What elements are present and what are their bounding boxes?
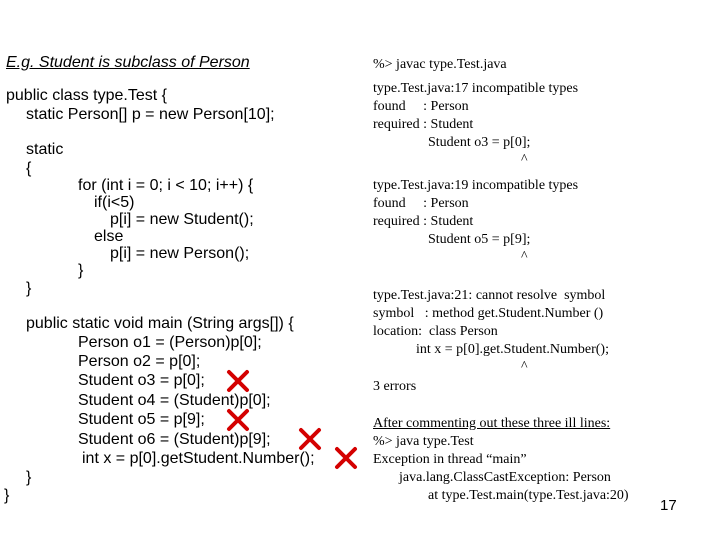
code-line-o5: Student o5 = p[9];	[78, 411, 205, 428]
code-line-o6: Student o6 = (Student)p[9];	[78, 431, 271, 448]
code-line-new-person: p[i] = new Person();	[110, 245, 250, 262]
runtime-note: After commenting out these three ill lines:	[373, 416, 611, 431]
code-line-main-close-brace: }	[26, 469, 32, 486]
error-2-caret: ^	[521, 249, 528, 264]
exception-line-1: Exception in thread “main”	[373, 452, 527, 467]
error-1-header: type.Test.java:17 incompatible types	[373, 81, 579, 96]
exception-line-3: at type.Test.main(type.Test.java:20)	[428, 488, 629, 503]
java-command: %> java type.Test	[373, 434, 474, 449]
error-2-source: Student o5 = p[9];	[428, 232, 531, 247]
code-line-class-close-brace: }	[4, 487, 10, 504]
error-2-required: required : Student	[373, 214, 474, 229]
error-2-header: type.Test.java:19 incompatible types	[373, 178, 579, 193]
error-x-icon	[298, 427, 322, 451]
code-line-class-decl: public class type.Test {	[6, 87, 167, 104]
error-2-found: found : Person	[373, 196, 469, 211]
code-line-else: else	[94, 228, 124, 245]
error-x-icon	[226, 369, 250, 393]
javac-command: %> javac type.Test.java	[373, 57, 507, 72]
code-line-for-loop: for (int i = 0; i < 10; i++) {	[78, 177, 254, 194]
error-1-caret: ^	[521, 152, 528, 167]
error-3-source: int x = p[0].get.Student.Number();	[416, 342, 609, 357]
error-1-source: Student o3 = p[0];	[428, 135, 531, 150]
page-number: 17	[660, 497, 677, 514]
error-3-location: location: class Person	[373, 324, 498, 339]
code-line-static-close-brace: }	[26, 280, 32, 297]
code-line-int-x: int x = p[0].getStudent.Number();	[82, 450, 315, 467]
error-3-header: type.Test.java:21: cannot resolve symbol	[373, 288, 606, 303]
error-x-icon	[334, 446, 358, 470]
error-3-caret: ^	[521, 359, 528, 374]
code-line-o3: Student o3 = p[0];	[78, 372, 205, 389]
error-x-icon	[226, 408, 250, 432]
code-line-o1: Person o1 = (Person)p[0];	[78, 334, 262, 351]
code-line-static-open-brace: {	[26, 160, 32, 177]
error-count: 3 errors	[373, 379, 417, 394]
code-line-main-decl: public static void main (String args[]) {	[26, 315, 294, 332]
code-line-new-student: p[i] = new Student();	[110, 211, 254, 228]
error-1-required: required : Student	[373, 117, 474, 132]
exception-line-2: java.lang.ClassCastException: Person	[399, 470, 611, 485]
code-line-o2: Person o2 = p[0];	[78, 353, 201, 370]
error-1-found: found : Person	[373, 99, 469, 114]
code-line-o4: Student o4 = (Student)p[0];	[78, 392, 271, 409]
slide-heading: E.g. Student is subclass of Person	[6, 54, 250, 71]
code-line-if: if(i<5)	[94, 194, 135, 211]
code-line-array-decl: static Person[] p = new Person[10];	[26, 106, 275, 123]
code-line-for-close-brace: }	[78, 262, 84, 279]
code-line-static: static	[26, 141, 64, 158]
error-3-symbol: symbol : method get.Student.Number ()	[373, 306, 604, 321]
